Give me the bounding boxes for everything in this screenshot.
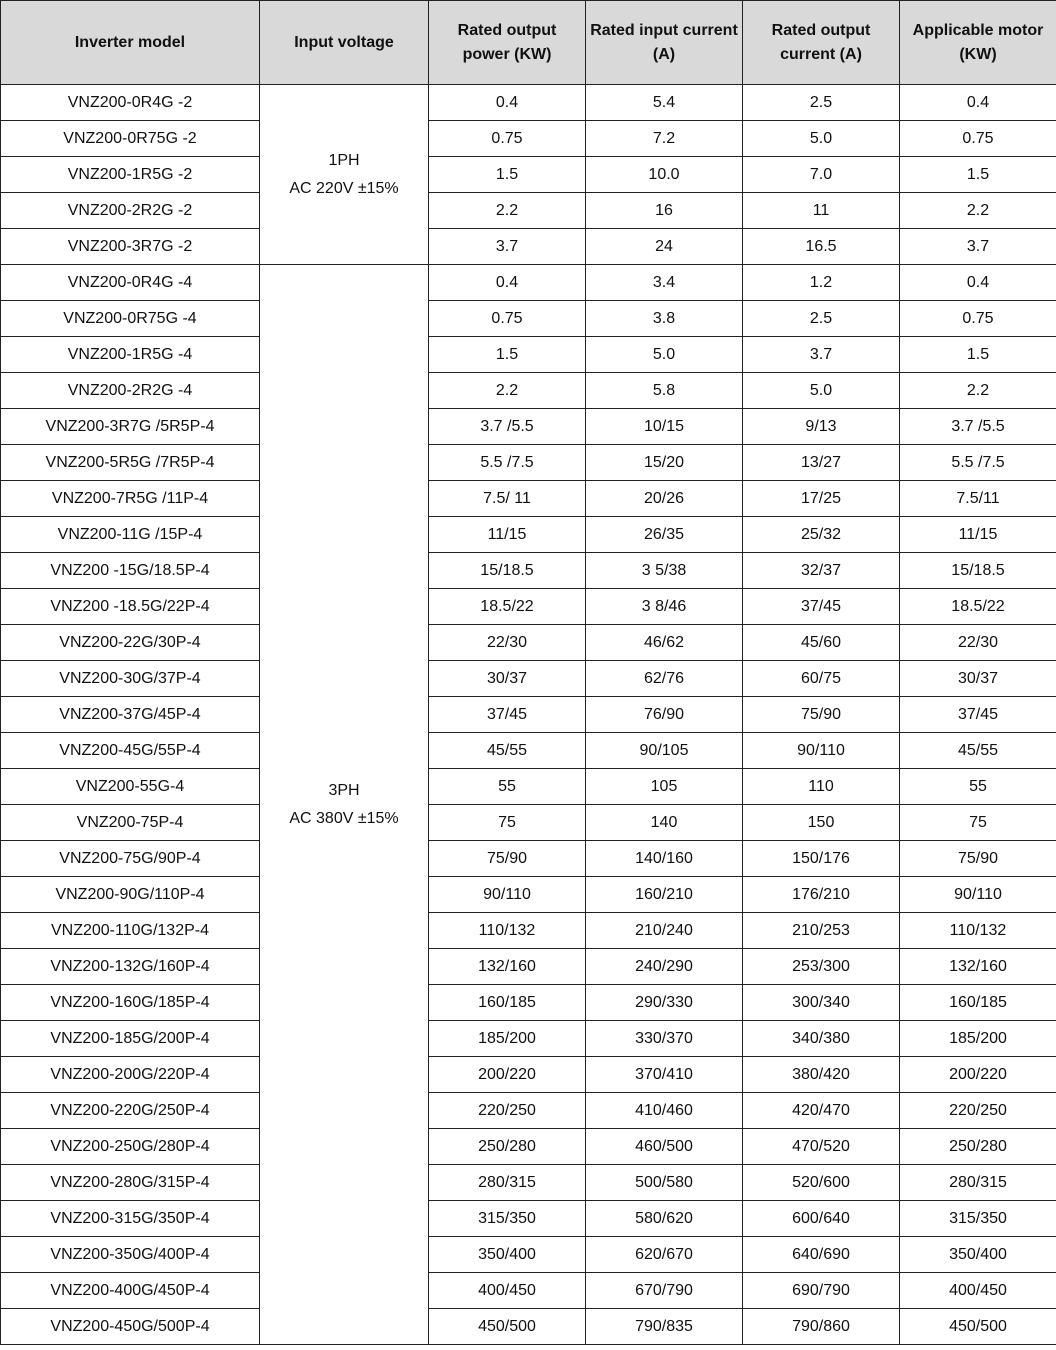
table-row	[1, 1201, 1056, 1237]
cell-input-current: 210/240	[586, 913, 743, 949]
cell-output-power: 400/450	[429, 1273, 586, 1309]
cell-input-voltage	[260, 85, 429, 265]
cell-output-current: 9/13	[743, 409, 900, 445]
cell-model: VNZ200-5R5G /7R5P-4	[1, 445, 260, 481]
cell-input-current: 3.8	[586, 301, 743, 337]
cell-model: VNZ200-0R75G -2	[1, 121, 260, 157]
cell-motor: 5.5 /7.5	[900, 445, 1056, 481]
cell-output-power: 350/400	[429, 1237, 586, 1273]
header-row	[1, 1, 1056, 85]
cell-model: VNZ200-90G/110P-4	[1, 877, 260, 913]
cell-motor: 1.5	[900, 157, 1056, 193]
cell-output-current: 32/37	[743, 553, 900, 589]
header-input-voltage: Input voltage	[260, 1, 429, 85]
cell-motor: 200/220	[900, 1057, 1056, 1093]
cell-input-current: 62/76	[586, 661, 743, 697]
voltage-line: 1PH	[328, 151, 360, 169]
cell-input-current: 76/90	[586, 697, 743, 733]
cell-motor: 0.4	[900, 85, 1056, 121]
cell-output-power: 250/280	[429, 1129, 586, 1165]
cell-input-current: 3 5/38	[586, 553, 743, 589]
cell-output-power: 110/132	[429, 913, 586, 949]
table-row	[1, 949, 1056, 985]
cell-output-power: 3.7	[429, 229, 586, 265]
cell-model: VNZ200-75P-4	[1, 805, 260, 841]
table-row	[1, 337, 1056, 373]
cell-output-power: 1.5	[429, 337, 586, 373]
table-row	[1, 1129, 1056, 1165]
voltage-line: AC 220V ±15%	[289, 179, 399, 197]
cell-output-power: 0.75	[429, 301, 586, 337]
cell-motor: 280/315	[900, 1165, 1056, 1201]
cell-model: VNZ200-400G/450P-4	[1, 1273, 260, 1309]
table-row	[1, 265, 1056, 301]
cell-output-current: 13/27	[743, 445, 900, 481]
table-row	[1, 1093, 1056, 1129]
table-row	[1, 1273, 1056, 1309]
cell-input-current: 580/620	[586, 1201, 743, 1237]
table-row	[1, 733, 1056, 769]
cell-output-power: 15/18.5	[429, 553, 586, 589]
cell-motor: 2.2	[900, 193, 1056, 229]
cell-input-current: 20/26	[586, 481, 743, 517]
cell-input-current: 670/790	[586, 1273, 743, 1309]
cell-model: VNZ200-132G/160P-4	[1, 949, 260, 985]
table-row	[1, 913, 1056, 949]
cell-output-current: 7.0	[743, 157, 900, 193]
cell-output-current: 2.5	[743, 301, 900, 337]
cell-output-current: 340/380	[743, 1021, 900, 1057]
cell-motor: 90/110	[900, 877, 1056, 913]
cell-input-current: 15/20	[586, 445, 743, 481]
table-row	[1, 1021, 1056, 1057]
cell-output-power: 2.2	[429, 193, 586, 229]
cell-input-current: 410/460	[586, 1093, 743, 1129]
cell-model: VNZ200-160G/185P-4	[1, 985, 260, 1021]
cell-output-power: 160/185	[429, 985, 586, 1021]
cell-input-current: 24	[586, 229, 743, 265]
cell-output-current: 75/90	[743, 697, 900, 733]
cell-motor: 0.4	[900, 265, 1056, 301]
table-row	[1, 301, 1056, 337]
table-row	[1, 1057, 1056, 1093]
cell-motor: 75/90	[900, 841, 1056, 877]
table-row	[1, 625, 1056, 661]
cell-output-current: 5.0	[743, 373, 900, 409]
cell-output-current: 420/470	[743, 1093, 900, 1129]
cell-model: VNZ200-45G/55P-4	[1, 733, 260, 769]
cell-motor: 450/500	[900, 1309, 1056, 1345]
cell-output-current: 2.5	[743, 85, 900, 121]
cell-motor: 400/450	[900, 1273, 1056, 1309]
cell-model: VNZ200-37G/45P-4	[1, 697, 260, 733]
cell-output-current: 11	[743, 193, 900, 229]
cell-model: VNZ200-3R7G -2	[1, 229, 260, 265]
cell-motor: 37/45	[900, 697, 1056, 733]
cell-motor: 75	[900, 805, 1056, 841]
cell-output-current: 176/210	[743, 877, 900, 913]
cell-input-current: 140/160	[586, 841, 743, 877]
cell-output-current: 150/176	[743, 841, 900, 877]
cell-model: VNZ200-11G /15P-4	[1, 517, 260, 553]
cell-model: VNZ200-1R5G -2	[1, 157, 260, 193]
cell-motor: 18.5/22	[900, 589, 1056, 625]
cell-output-power: 5.5 /7.5	[429, 445, 586, 481]
cell-input-voltage	[260, 265, 429, 1345]
cell-output-power: 0.4	[429, 85, 586, 121]
cell-output-current: 1.2	[743, 265, 900, 301]
cell-output-power: 220/250	[429, 1093, 586, 1129]
cell-input-current: 240/290	[586, 949, 743, 985]
table-row	[1, 769, 1056, 805]
cell-model: VNZ200-75G/90P-4	[1, 841, 260, 877]
cell-input-current: 46/62	[586, 625, 743, 661]
cell-motor: 45/55	[900, 733, 1056, 769]
cell-model: VNZ200-110G/132P-4	[1, 913, 260, 949]
cell-input-current: 790/835	[586, 1309, 743, 1345]
cell-model: VNZ200-2R2G -2	[1, 193, 260, 229]
cell-output-power: 22/30	[429, 625, 586, 661]
cell-input-current: 26/35	[586, 517, 743, 553]
cell-input-current: 3 8/46	[586, 589, 743, 625]
cell-model: VNZ200-30G/37P-4	[1, 661, 260, 697]
cell-model: VNZ200-3R7G /5R5P-4	[1, 409, 260, 445]
cell-model: VNZ200-350G/400P-4	[1, 1237, 260, 1273]
cell-output-power: 18.5/22	[429, 589, 586, 625]
cell-model: VNZ200-2R2G -4	[1, 373, 260, 409]
table-row	[1, 589, 1056, 625]
table-row	[1, 193, 1056, 229]
cell-output-current: 90/110	[743, 733, 900, 769]
cell-model: VNZ200 -15G/18.5P-4	[1, 553, 260, 589]
cell-output-power: 0.75	[429, 121, 586, 157]
cell-model: VNZ200-1R5G -4	[1, 337, 260, 373]
table-row	[1, 373, 1056, 409]
cell-output-power: 132/160	[429, 949, 586, 985]
cell-output-power: 90/110	[429, 877, 586, 913]
cell-motor: 11/15	[900, 517, 1056, 553]
table-row	[1, 661, 1056, 697]
cell-output-power: 75	[429, 805, 586, 841]
cell-input-current: 370/410	[586, 1057, 743, 1093]
cell-motor: 22/30	[900, 625, 1056, 661]
cell-input-current: 5.4	[586, 85, 743, 121]
voltage-line: AC 380V ±15%	[289, 809, 399, 827]
table-row	[1, 229, 1056, 265]
table-row	[1, 121, 1056, 157]
cell-output-power: 30/37	[429, 661, 586, 697]
header-rated-output-current: Rated output current (A)	[743, 1, 900, 85]
cell-input-current: 500/580	[586, 1165, 743, 1201]
cell-output-current: 25/32	[743, 517, 900, 553]
cell-input-current: 16	[586, 193, 743, 229]
cell-input-current: 620/670	[586, 1237, 743, 1273]
table-row	[1, 697, 1056, 733]
cell-model: VNZ200-220G/250P-4	[1, 1093, 260, 1129]
cell-output-current: 110	[743, 769, 900, 805]
cell-input-current: 3.4	[586, 265, 743, 301]
table-row	[1, 1165, 1056, 1201]
table-row	[1, 517, 1056, 553]
cell-input-current: 10.0	[586, 157, 743, 193]
cell-output-power: 7.5/ 11	[429, 481, 586, 517]
cell-motor: 110/132	[900, 913, 1056, 949]
cell-output-current: 17/25	[743, 481, 900, 517]
cell-output-current: 253/300	[743, 949, 900, 985]
cell-model: VNZ200-0R4G -2	[1, 85, 260, 121]
cell-input-current: 460/500	[586, 1129, 743, 1165]
header-applicable-motor: Applicable motor (KW)	[900, 1, 1056, 85]
table-row	[1, 445, 1056, 481]
cell-model: VNZ200-200G/220P-4	[1, 1057, 260, 1093]
cell-output-current: 790/860	[743, 1309, 900, 1345]
table-row	[1, 85, 1056, 121]
cell-output-power: 0.4	[429, 265, 586, 301]
table-row	[1, 553, 1056, 589]
cell-model: VNZ200-22G/30P-4	[1, 625, 260, 661]
cell-output-power: 3.7 /5.5	[429, 409, 586, 445]
header-rated-output-power: Rated output power (KW)	[429, 1, 586, 85]
cell-motor: 2.2	[900, 373, 1056, 409]
cell-output-power: 11/15	[429, 517, 586, 553]
table-row	[1, 877, 1056, 913]
cell-input-current: 90/105	[586, 733, 743, 769]
cell-output-current: 16.5	[743, 229, 900, 265]
table-body	[1, 85, 1056, 1345]
cell-input-current: 105	[586, 769, 743, 805]
cell-motor: 3.7 /5.5	[900, 409, 1056, 445]
cell-input-current: 5.0	[586, 337, 743, 373]
cell-model: VNZ200-315G/350P-4	[1, 1201, 260, 1237]
cell-motor: 350/400	[900, 1237, 1056, 1273]
cell-output-power: 45/55	[429, 733, 586, 769]
cell-motor: 15/18.5	[900, 553, 1056, 589]
header-inverter-model: Inverter model	[1, 1, 260, 85]
table-row	[1, 1237, 1056, 1273]
cell-output-current: 5.0	[743, 121, 900, 157]
cell-input-current: 330/370	[586, 1021, 743, 1057]
cell-output-current: 640/690	[743, 1237, 900, 1273]
cell-model: VNZ200-450G/500P-4	[1, 1309, 260, 1345]
cell-output-current: 150	[743, 805, 900, 841]
cell-output-current: 520/600	[743, 1165, 900, 1201]
table-row	[1, 985, 1056, 1021]
cell-model: VNZ200 -18.5G/22P-4	[1, 589, 260, 625]
table-row	[1, 481, 1056, 517]
cell-motor: 250/280	[900, 1129, 1056, 1165]
cell-output-current: 37/45	[743, 589, 900, 625]
cell-output-current: 210/253	[743, 913, 900, 949]
cell-input-current: 290/330	[586, 985, 743, 1021]
cell-output-current: 60/75	[743, 661, 900, 697]
cell-output-current: 3.7	[743, 337, 900, 373]
cell-output-power: 55	[429, 769, 586, 805]
cell-output-power: 75/90	[429, 841, 586, 877]
voltage-line: 3PH	[328, 781, 360, 799]
cell-input-current: 160/210	[586, 877, 743, 913]
cell-output-current: 470/520	[743, 1129, 900, 1165]
cell-output-power: 2.2	[429, 373, 586, 409]
cell-motor: 30/37	[900, 661, 1056, 697]
cell-model: VNZ200-185G/200P-4	[1, 1021, 260, 1057]
cell-output-power: 450/500	[429, 1309, 586, 1345]
table-row	[1, 157, 1056, 193]
cell-motor: 220/250	[900, 1093, 1056, 1129]
cell-motor: 160/185	[900, 985, 1056, 1021]
cell-output-current: 600/640	[743, 1201, 900, 1237]
cell-input-current: 10/15	[586, 409, 743, 445]
cell-model: VNZ200-0R4G -4	[1, 265, 260, 301]
cell-motor: 185/200	[900, 1021, 1056, 1057]
cell-input-current: 5.8	[586, 373, 743, 409]
cell-output-power: 185/200	[429, 1021, 586, 1057]
cell-output-power: 1.5	[429, 157, 586, 193]
cell-model: VNZ200-280G/315P-4	[1, 1165, 260, 1201]
cell-output-current: 300/340	[743, 985, 900, 1021]
cell-output-current: 380/420	[743, 1057, 900, 1093]
cell-model: VNZ200-0R75G -4	[1, 301, 260, 337]
cell-output-current: 45/60	[743, 625, 900, 661]
cell-motor: 7.5/11	[900, 481, 1056, 517]
cell-motor: 3.7	[900, 229, 1056, 265]
table-header	[1, 1, 1056, 85]
cell-motor: 0.75	[900, 301, 1056, 337]
header-rated-input-current: Rated input current (A)	[586, 1, 743, 85]
cell-motor: 55	[900, 769, 1056, 805]
cell-output-power: 37/45	[429, 697, 586, 733]
cell-output-power: 200/220	[429, 1057, 586, 1093]
cell-model: VNZ200-7R5G /11P-4	[1, 481, 260, 517]
cell-output-power: 280/315	[429, 1165, 586, 1201]
cell-motor: 0.75	[900, 121, 1056, 157]
cell-motor: 315/350	[900, 1201, 1056, 1237]
table-row	[1, 805, 1056, 841]
cell-motor: 132/160	[900, 949, 1056, 985]
cell-model: VNZ200-250G/280P-4	[1, 1129, 260, 1165]
table-row	[1, 1309, 1056, 1345]
cell-output-current: 690/790	[743, 1273, 900, 1309]
cell-model: VNZ200-55G-4	[1, 769, 260, 805]
cell-output-power: 315/350	[429, 1201, 586, 1237]
cell-input-current: 7.2	[586, 121, 743, 157]
table-row	[1, 409, 1056, 445]
cell-motor: 1.5	[900, 337, 1056, 373]
cell-input-current: 140	[586, 805, 743, 841]
table-row	[1, 841, 1056, 877]
